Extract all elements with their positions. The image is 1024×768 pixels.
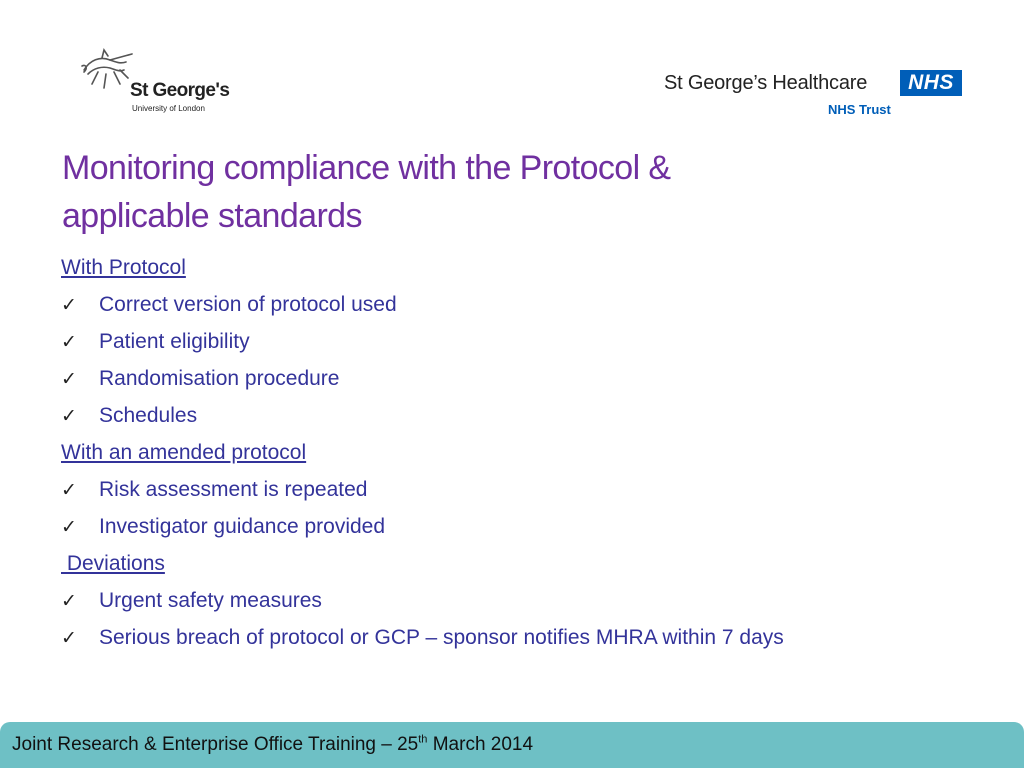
section-heading-amended-protocol: With an amended protocol	[61, 441, 307, 464]
footer-bar	[0, 722, 1024, 768]
footer-text-date: March 2014	[427, 734, 534, 755]
slide-title-line-1: Monitoring compliance with the Protocol &	[62, 149, 671, 187]
nhs-badge: NHS	[900, 70, 962, 96]
bullet-item	[61, 363, 961, 400]
checkmark-icon: ✓	[61, 516, 77, 538]
bullet-item	[61, 289, 961, 326]
nhs-trust-label: NHS Trust	[828, 102, 891, 117]
checkmark-icon: ✓	[61, 368, 77, 390]
trust-name: St George’s Healthcare	[664, 72, 868, 94]
bullet-text: Risk assessment is repeated	[99, 478, 368, 501]
st-georges-university-logo	[80, 46, 240, 120]
checkmark-icon: ✓	[61, 405, 77, 427]
footer-text-main: Joint Research & Enterprise Office Training – 25	[12, 734, 419, 755]
bullet-text: Correct version of protocol used	[99, 293, 397, 316]
checkmark-icon: ✓	[61, 479, 77, 501]
bullet-text: Patient eligibility	[99, 330, 250, 353]
slide-body	[61, 252, 961, 659]
checkmark-icon: ✓	[61, 331, 77, 353]
section-heading-with-protocol: With Protocol	[61, 256, 186, 279]
section-heading-deviations: Deviations	[61, 552, 165, 575]
slide-title-line-2: applicable standards	[62, 197, 362, 235]
bullet-text: Urgent safety measures	[99, 589, 322, 612]
footer-superscript: th	[418, 733, 428, 746]
slide-title	[62, 144, 942, 240]
checkmark-icon: ✓	[61, 627, 77, 649]
bullet-text: Randomisation procedure	[99, 367, 340, 390]
bullet-item	[61, 585, 961, 622]
bullet-item	[61, 400, 961, 437]
checkmark-icon: ✓	[61, 294, 77, 316]
bullet-item	[61, 326, 961, 363]
bullet-item	[61, 622, 961, 659]
checkmark-icon: ✓	[61, 590, 77, 612]
bullet-item	[61, 511, 961, 548]
university-name: St George's	[130, 80, 230, 101]
university-subtitle: University of London	[132, 104, 205, 113]
nhs-trust-logo	[664, 68, 964, 120]
bullet-text: Investigator guidance provided	[99, 515, 386, 538]
footer-text	[12, 734, 533, 756]
bullet-text: Serious breach of protocol or GCP – sponsor notifies MHRA within 7 days	[99, 626, 784, 649]
bullet-item	[61, 474, 961, 511]
bullet-text: Schedules	[99, 404, 198, 427]
